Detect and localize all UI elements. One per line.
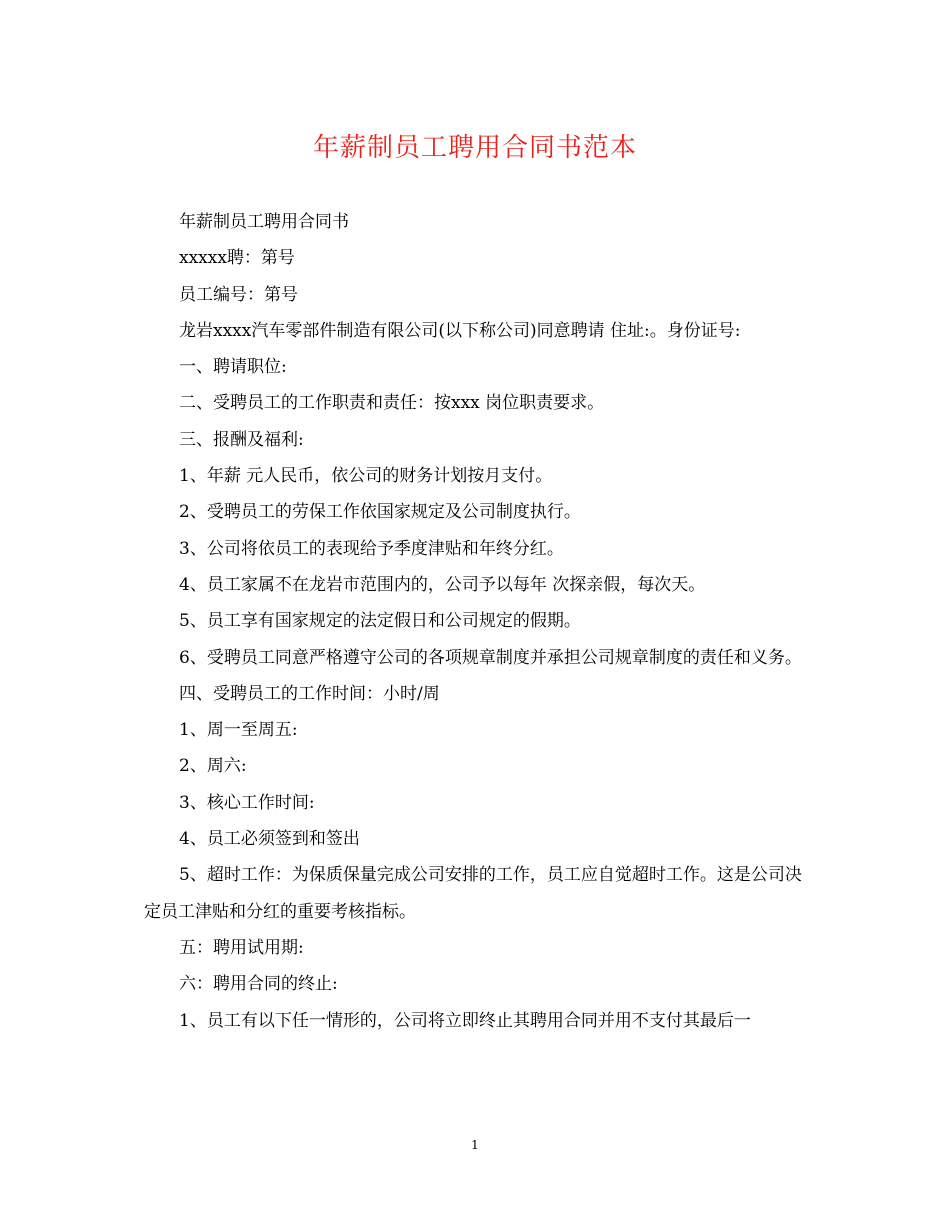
paragraph-employee-number: 员工编号：第号: [179, 284, 298, 305]
paragraph-position: 一、聘请职位:: [179, 357, 287, 378]
paragraph-hours-item-5: 5、超时工作：为保质保量完成公司安排的工作，员工应自觉超时工作。这是公司决定员工津贴和分红的重要考核指标。: [144, 865, 802, 922]
paragraph-hours-item-2: 2、周六:: [179, 756, 247, 777]
paragraph-probation: 五：聘用试用期:: [179, 937, 304, 958]
paragraph-hours-item-4: 4、员工必须签到和签出: [179, 829, 360, 850]
paragraph-working-hours: 四、受聘员工的工作时间：小时/周: [179, 683, 440, 704]
paragraph-comp-item-3: 3、公司将依员工的表现给予季度津贴和年终分红。: [179, 538, 564, 559]
paragraph-hire-number: xxxxx聘：第号: [179, 248, 295, 269]
paragraph-company-intro: 龙岩xxxx汽车零部件制造有限公司(以下称公司)同意聘请 住址:。身份证号:: [179, 320, 741, 341]
paragraph-comp-item-1: 1、年薪 元人民币，依公司的财务计划按月支付。: [179, 466, 553, 487]
page-number: 1: [471, 1138, 479, 1152]
paragraph-duties: 二、受聘员工的工作职责和责任：按xxx 岗位职责要求。: [179, 393, 605, 414]
paragraph-termination: 六：聘用合同的终止:: [179, 974, 338, 995]
paragraph-hours-item-3: 3、核心工作时间:: [179, 792, 315, 813]
document-body: [144, 204, 809, 1039]
paragraph-comp-item-4: 4、员工家属不在龙岩市范围内的，公司予以每年 次探亲假，每次天。: [179, 574, 706, 595]
paragraph-comp-item-2: 2、受聘员工的劳保工作依国家规定及公司制度执行。: [179, 502, 581, 523]
paragraph-compensation: 三、报酬及福利:: [179, 429, 304, 450]
paragraph-hours-item-1: 1、周一至周五:: [179, 720, 298, 741]
paragraph-comp-item-5: 5、员工享有国家规定的法定假日和公司规定的假期。: [179, 611, 581, 632]
paragraph-comp-item-6: 6、受聘员工同意严格遵守公司的各项规章制度并承担公司规章制度的责任和义务。: [179, 647, 802, 668]
paragraph-contract-heading: 年薪制员工聘用合同书: [179, 212, 349, 232]
paragraph-termination-item-1: 1、员工有以下任一情形的，公司将立即终止其聘用合同并用不支付其最后一: [179, 1010, 751, 1031]
document-title: 年薪制员工聘用合同书范本: [312, 133, 637, 163]
